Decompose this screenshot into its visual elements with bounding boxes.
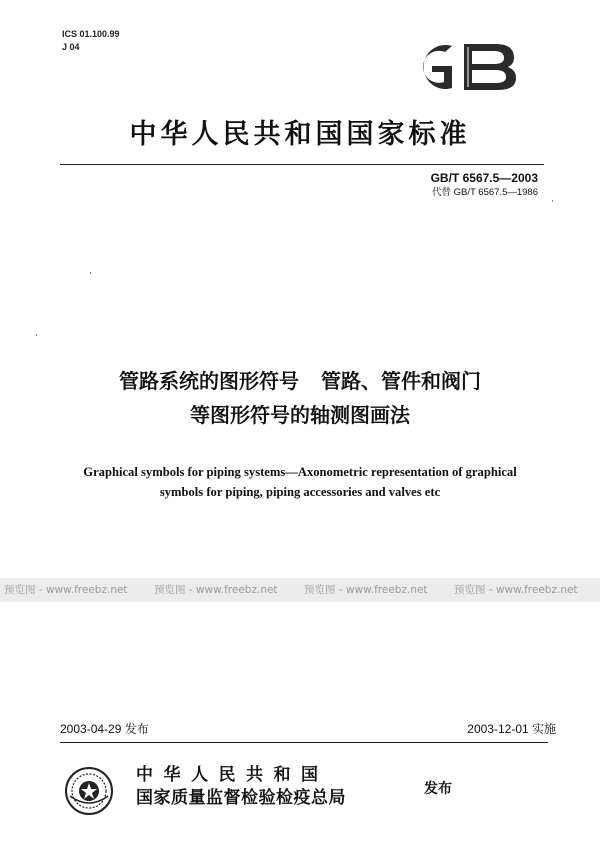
scan-speck <box>552 200 553 202</box>
chinese-title-part-2: 管路、管件和阀门 <box>321 369 481 393</box>
issuer-seal-icon <box>64 766 114 816</box>
ics-code: ICS 01.100.99 <box>62 29 120 39</box>
issuer-line-2: 国家质量监督检验检疫总局 <box>136 788 346 808</box>
header-divider <box>60 164 544 165</box>
english-title-line-2: symbols for piping, piping accessories and valves etc <box>159 485 441 499</box>
chinese-title-line-2: 等图形符号的轴测图画法 <box>190 403 410 427</box>
chinese-title-part-1: 管路系统的图形符号 <box>119 369 299 393</box>
watermark-band <box>0 578 600 602</box>
issue-date: 2003-04-29 发布 <box>60 722 149 736</box>
watermark-text: 预览图 - www.freebz.net <box>154 584 278 596</box>
national-standard-title: 中华人民共和国国家标准 <box>129 119 471 150</box>
gb-logo <box>398 36 520 98</box>
classification-codes <box>62 28 120 54</box>
chinese-title-line-1 <box>0 364 600 398</box>
chinese-title <box>0 364 600 432</box>
standard-number-block <box>431 170 538 199</box>
issuing-authority <box>136 764 346 810</box>
publish-label: 发布 <box>424 781 452 797</box>
footer-divider <box>60 742 548 743</box>
issuer-line-1: 中华人民共和国 <box>136 765 329 785</box>
english-title-line-1: Graphical symbols for piping systems—Axonometric representation of graphical <box>83 465 517 479</box>
standard-number: GB/T 6567.5—2003 <box>430 171 538 185</box>
watermark-text: 预览图 - www.freebz.net <box>454 584 578 596</box>
english-title <box>40 462 560 502</box>
scan-speck <box>36 334 37 336</box>
implementation-date: 2003-12-01 实施 <box>467 722 556 736</box>
scan-speck <box>90 272 91 274</box>
watermark-text: 预览图 - www.freebz.net <box>4 584 128 596</box>
watermark-text: 预览图 - www.freebz.net <box>304 584 428 596</box>
ccs-code: J 04 <box>62 42 80 52</box>
replaces-standard: 代替 GB/T 6567.5—1986 <box>432 187 538 198</box>
